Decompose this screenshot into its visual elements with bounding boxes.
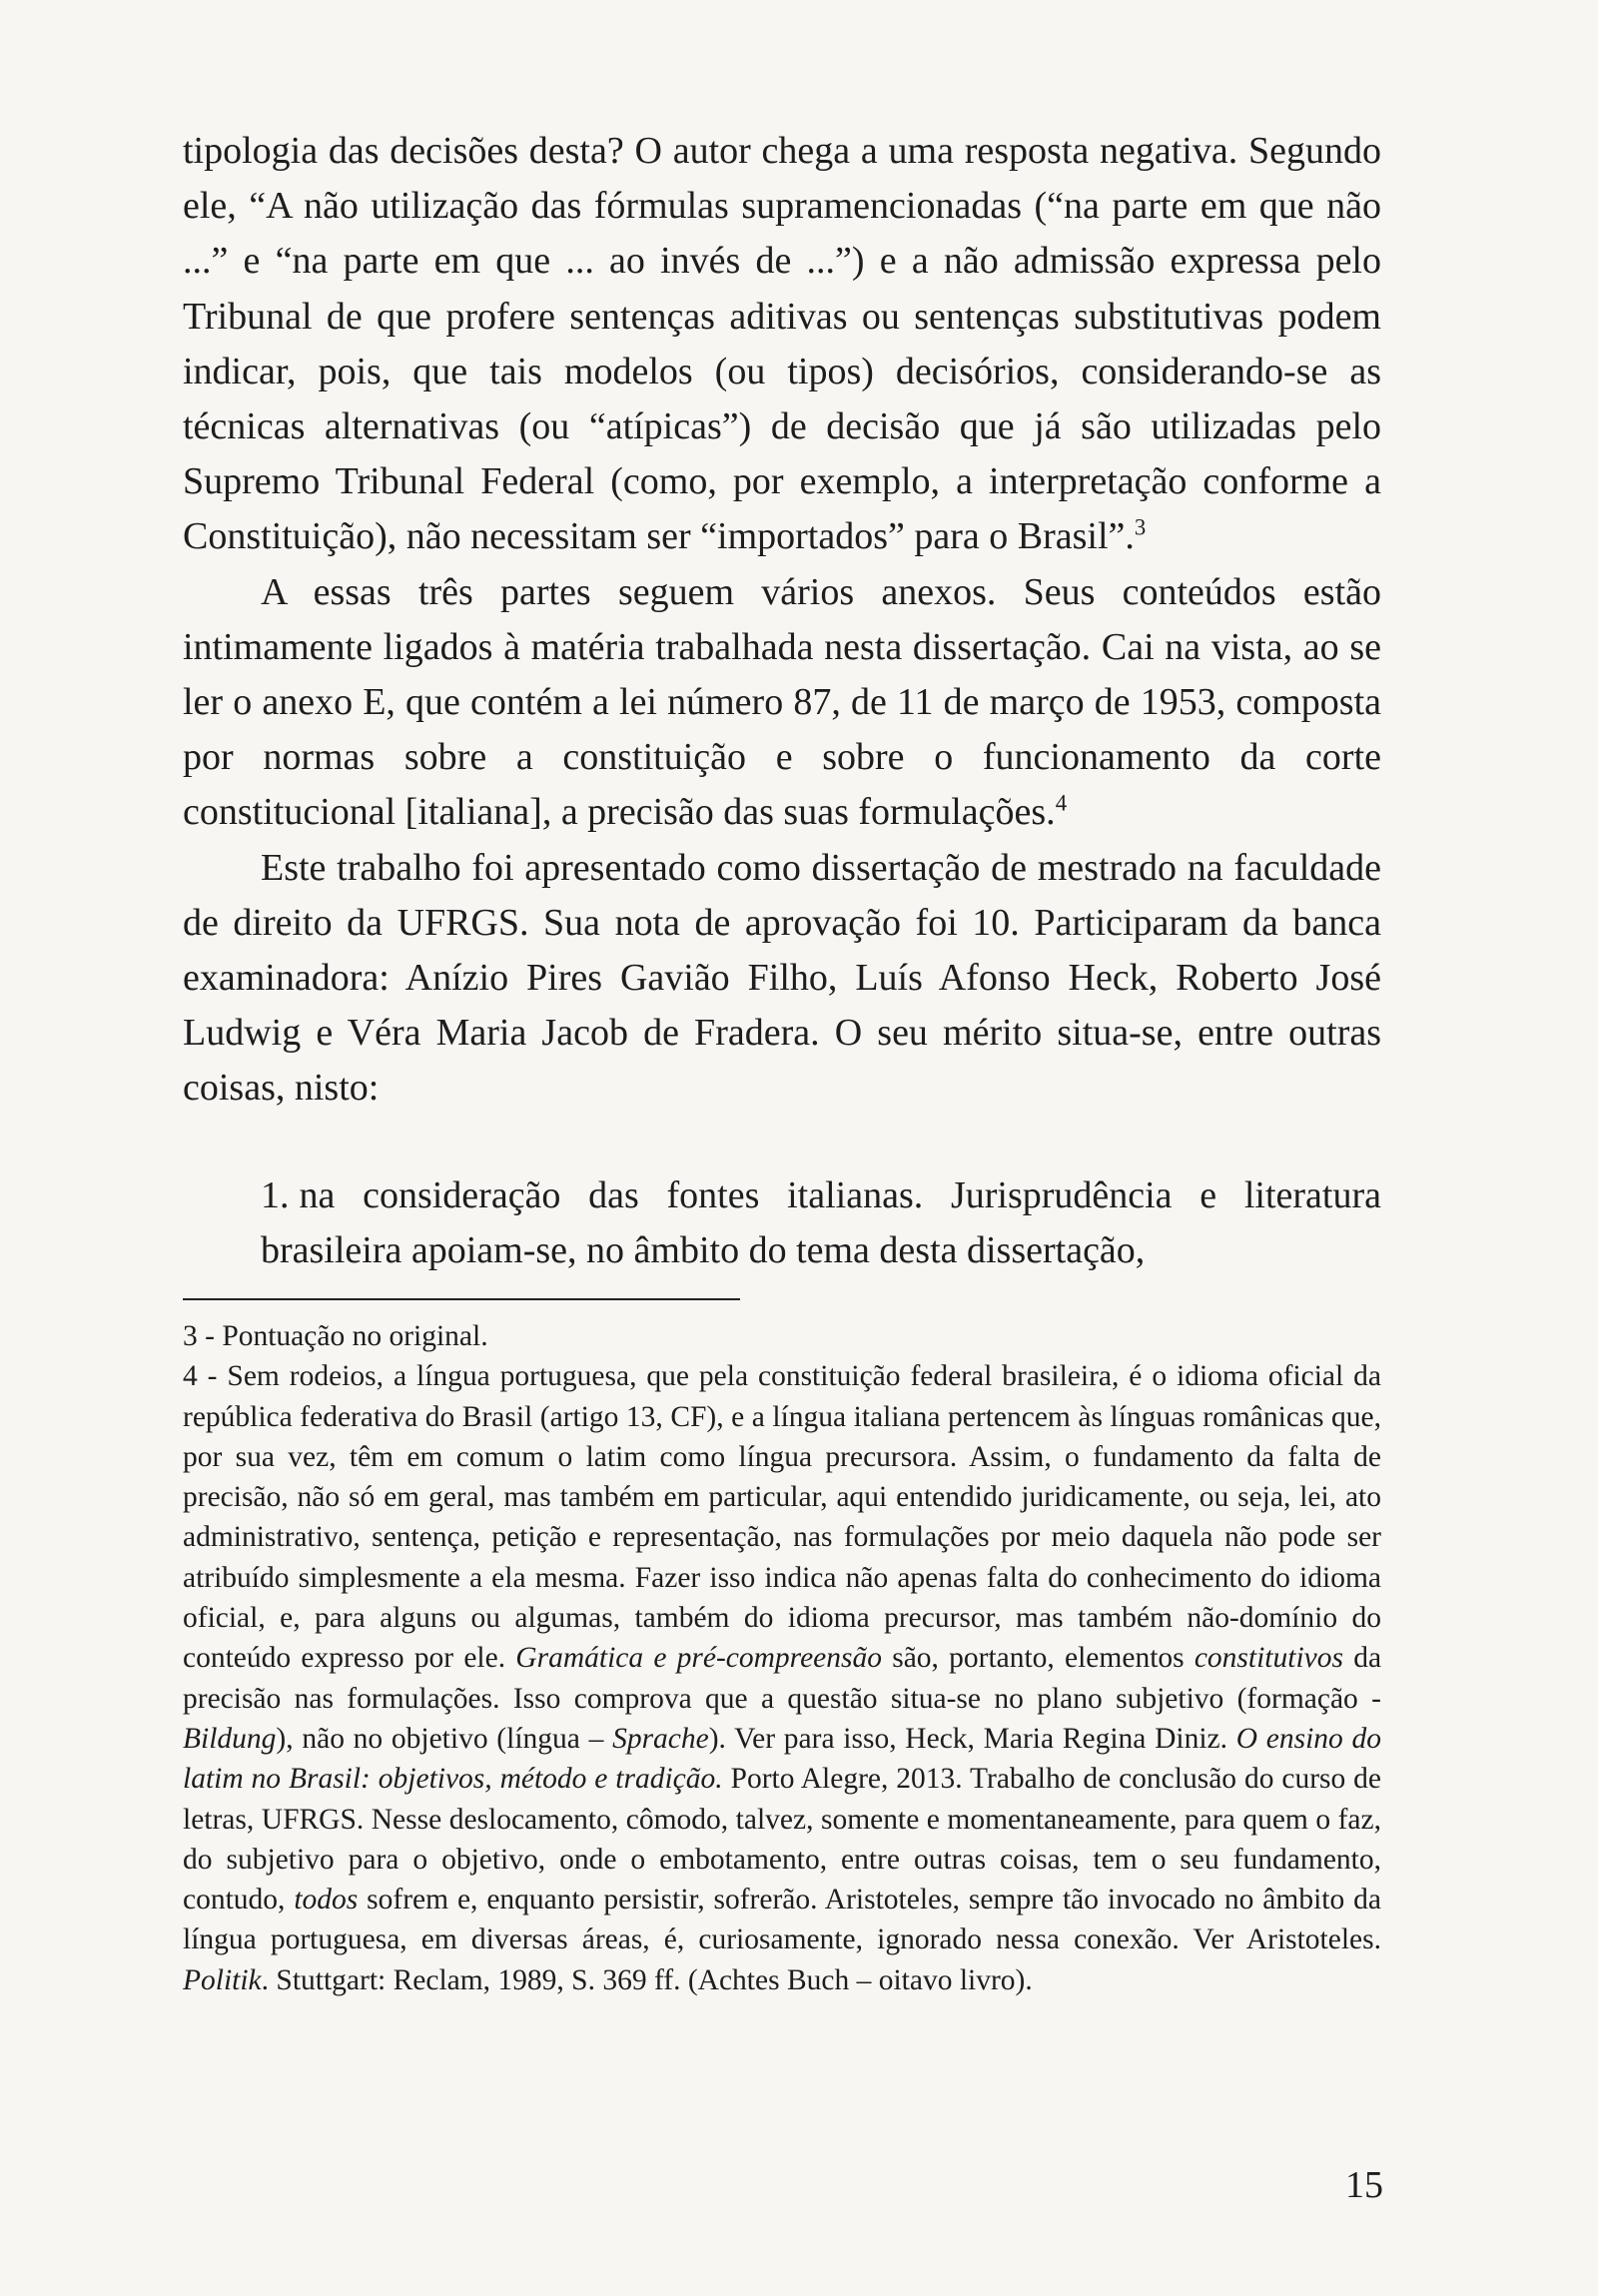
footnote-4-text: são, portanto, elementos xyxy=(882,1642,1195,1675)
page-number: 15 xyxy=(1345,2164,1383,2206)
footnote-4-text: ), não no objetivo (língua – xyxy=(276,1722,613,1755)
footnote-4-text: Porto Alegre, 2013. Trabalho de conclusão do curso de letras, UFRGS. Nesse deslocamento, cômodo, talvez, somente e momentaneamente, para quem o faz, do subjetivo para o objetivo, onde o embotamento, entre outras coisas, tem o seu fundamento, contudo, xyxy=(183,1763,1381,1916)
footnote-4-italic: O ensino do latim no Brasil: objetivos, método e tradição. xyxy=(183,1722,1381,1796)
main-text xyxy=(183,124,1381,1278)
footnote-ref-3: 3 xyxy=(1134,514,1147,540)
footnote-4 xyxy=(183,1356,1381,2000)
footnote-4-italic: Bildung xyxy=(183,1722,277,1755)
footnote-4-italic: Sprache xyxy=(612,1722,709,1755)
footnote-4-text: sofrem e, enquanto persistir, sofrerão. Aristoteles, sempre tão invocado no âmbito da língua portuguesa, em diversas áreas, é, curiosamente, ignorado nessa conexão. Ver Aristoteles. xyxy=(183,1884,1381,1956)
list-item-number: 1. xyxy=(261,1173,290,1216)
paragraph-2-text: A essas três partes seguem vários anexos. Seus conteúdos estão intimamente ligados à matéria trabalhada nesta dissertação. Cai na vista, ao se ler o anexo E, que contém a lei número 87, de 11 de março de 1953, composta por normas sobre a constituição e sobre o funcionamento da corte constitucional [italiana], a precisão das suas formulações. xyxy=(183,570,1381,834)
paragraph-1-text: tipologia das decisões desta? O autor chega a uma resposta negativa. Segundo ele, “A não utilização das fórmulas supramencionadas (“na parte em que não ...” e “na parte em que ... ao invés de ...”) e a não admissão expressa pelo Tribunal de que profere sentenças aditivas ou sentenças substitutivas podem indicar, pois, que tais modelos (ou tipos) decisórios, considerando-se as técnicas alternativas (ou “atípicas”) de decisão que já são utilizadas pelo Supremo Tribunal Federal (como, por exemplo, a interpretação conforme a Constituição), não necessitam ser “importados” para o Brasil”. xyxy=(183,130,1381,558)
footnote-4-italic: constitutivos xyxy=(1194,1642,1343,1675)
paragraph-3: Este trabalho foi apresentado como dissertação de mestrado na faculdade de direito da UFRGS. Sua nota de aprovação foi 10. Participaram da banca examinadora: Anízio Pires Gavião Filho, Luís Afonso Heck, Roberto José Ludwig e Véra Maria Jacob de Fradera. O seu mérito situa-se, entre outras coisas, nisto: xyxy=(183,846,1381,1110)
footnote-3: 3 - Pontuação no original. xyxy=(183,1320,488,1352)
footnote-ref-4: 4 xyxy=(1055,790,1068,816)
list-item-text: na consideração das fontes italianas. Jurisprudência e literatura brasileira apoiam-se, no âmbito do tema desta dissertação, xyxy=(261,1173,1381,1271)
footnote-divider xyxy=(183,1298,740,1300)
list-item-1 xyxy=(183,1168,1381,1278)
footnote-4-text: da precisão nas formulações. Isso comprova que a questão situa-se no plano subjetivo (formação - xyxy=(183,1642,1382,1715)
paragraph-2 xyxy=(183,565,1381,841)
footnote-4-text: 4 - Sem rodeios, a língua portuguesa, que pela constituição federal brasileira, é o idioma oficial da república federativa do Brasil (artigo 13, CF), e a língua italiana pertencem às línguas românicas que, por sua vez, têm em comum o latim como língua precursora. Assim, o fundamento da falta de precisão, não só em geral, mas também em particular, aqui entendido juridicamente, ou seja, lei, ato administrativo, sentença, petição e representação, nas formulações por meio daquela não pode ser atribuído simplesmente a ela mesma. Fazer isso indica não apenas falta do conhecimento do idioma oficial, e, para alguns ou algumas, também do idioma precursor, mas também não-domínio do conteúdo expresso por ele. xyxy=(183,1360,1381,1675)
footnote-4-text: . Stuttgart: Reclam, 1989, S. 369 ff. (Achtes Buch – oitavo livro). xyxy=(261,1963,1033,1996)
paragraph-1 xyxy=(183,124,1381,565)
footnote-4-italic: todos xyxy=(294,1884,359,1916)
footnote-4-italic: Gramática e pré-compreensão xyxy=(515,1642,882,1675)
footnote-4-text: ). Ver para isso, Heck, Maria Regina Diniz. xyxy=(708,1722,1236,1755)
footnote-4-italic: Politik xyxy=(183,1963,262,1996)
footnotes xyxy=(183,1316,1381,2000)
